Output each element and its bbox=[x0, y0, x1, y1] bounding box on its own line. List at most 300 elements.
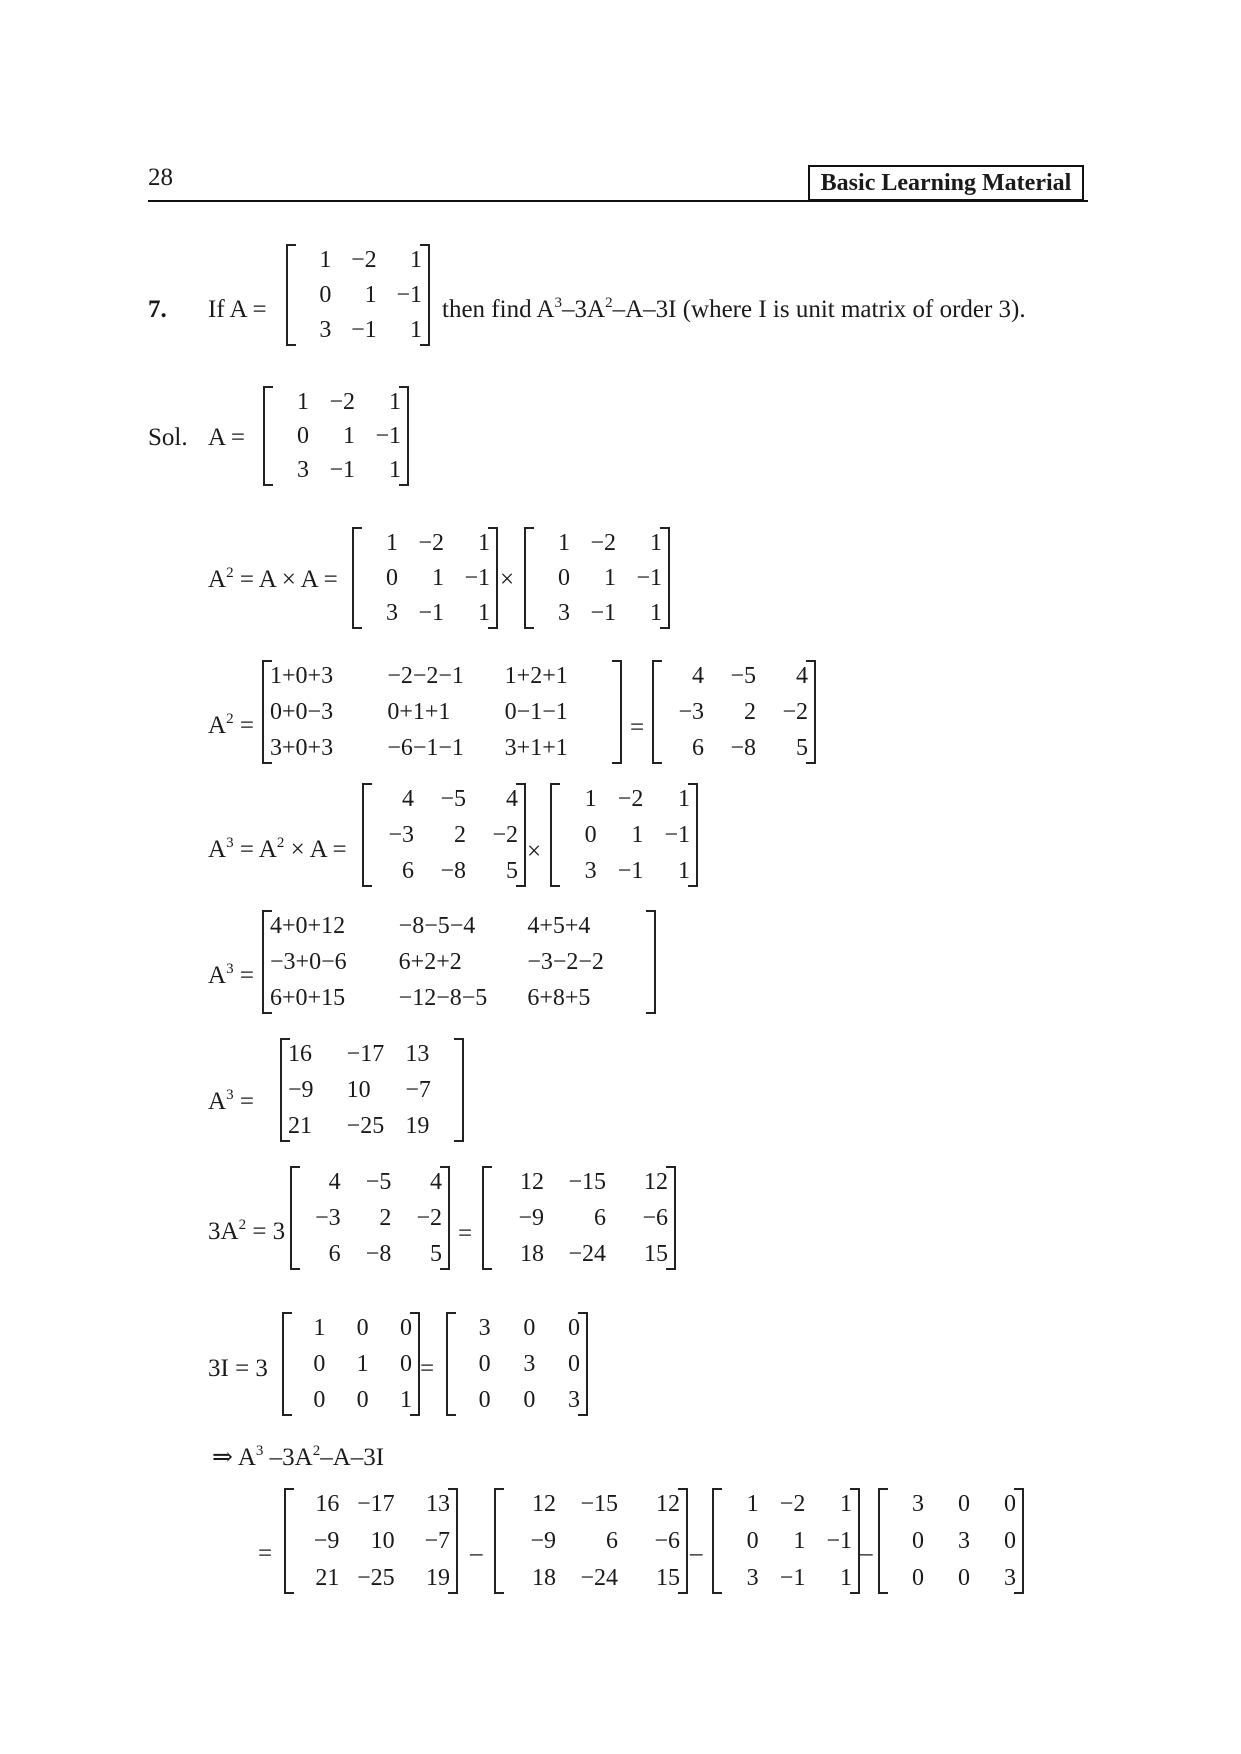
a3-result-eq: = bbox=[239, 1088, 254, 1115]
matrix-cell: 16 bbox=[315, 1491, 340, 1517]
bracket-serif bbox=[288, 244, 296, 246]
matrix-cell: 0 bbox=[478, 1387, 491, 1413]
matrix-cell: 1 bbox=[386, 530, 398, 556]
matrix-cell: 0 bbox=[356, 1387, 369, 1413]
three-a2-pre: 3A bbox=[208, 1218, 239, 1245]
matrix-cell: 3 bbox=[478, 1315, 491, 1341]
matrix-cell: −5 bbox=[730, 663, 756, 689]
bracket-serif bbox=[678, 1592, 686, 1594]
bracket-serif bbox=[440, 1166, 448, 1168]
question-matrix-a bbox=[286, 244, 430, 346]
bracket-serif bbox=[552, 783, 560, 785]
bracket-serif bbox=[399, 484, 407, 486]
matrix-cell: 0 bbox=[1004, 1491, 1016, 1517]
matrix-cell: 6 bbox=[594, 1205, 606, 1231]
a3-def-a: A bbox=[208, 836, 227, 863]
matrix-cell: 1 bbox=[364, 282, 377, 308]
a2-def-sup: 2 bbox=[226, 565, 234, 581]
bracket-serif bbox=[488, 527, 496, 529]
matrix-cell: 1 bbox=[432, 565, 444, 591]
bracket-serif bbox=[264, 1012, 272, 1014]
matrix-cell: −24 bbox=[580, 1565, 618, 1591]
matrix-cell: 1 bbox=[558, 530, 570, 556]
a2-def-a: A bbox=[208, 566, 227, 593]
matrix-cell: 0 bbox=[523, 1387, 536, 1413]
bracket-serif bbox=[646, 1012, 654, 1014]
bracket-serif bbox=[880, 1592, 888, 1594]
matrix-cell: −2 bbox=[492, 822, 518, 848]
matrix-cell: −5 bbox=[440, 786, 466, 812]
matrix-cell: −25 bbox=[346, 1113, 385, 1139]
bracket-serif bbox=[688, 783, 696, 785]
matrix-grid bbox=[454, 1316, 580, 1412]
bracket-serif bbox=[678, 1488, 686, 1490]
matrix-cell: 10 bbox=[370, 1528, 395, 1554]
matrix-cell: 1 bbox=[389, 389, 401, 415]
bracket-serif bbox=[282, 1140, 290, 1142]
matrix-grid bbox=[288, 1042, 456, 1138]
matrix-grid bbox=[292, 1492, 450, 1590]
matrix-cell: 18 bbox=[532, 1565, 556, 1591]
matrix-cell: −3−2−2 bbox=[527, 949, 604, 975]
matrix-cell: 1 bbox=[356, 1351, 369, 1377]
matrix-grid bbox=[532, 531, 662, 625]
matrix-cell: −6−1−1 bbox=[387, 735, 464, 761]
matrix-cell: −3 bbox=[315, 1205, 341, 1231]
a3-def-label bbox=[208, 836, 347, 864]
matrix-cell: 0 bbox=[958, 1565, 970, 1591]
bracket-serif bbox=[612, 762, 620, 764]
matrix-grid bbox=[502, 1492, 680, 1590]
matrix-cell: 0 bbox=[568, 1315, 580, 1341]
bracket-serif bbox=[612, 660, 620, 662]
matrix-cell: 0 bbox=[912, 1528, 924, 1554]
a3-expand-matrix bbox=[262, 910, 656, 1014]
matrix-cell: 0 bbox=[584, 822, 597, 848]
bracket-serif bbox=[1014, 1592, 1022, 1594]
matrix-grid bbox=[271, 390, 401, 482]
three-i-eq: = bbox=[420, 1355, 435, 1382]
matrix-cell: 1 bbox=[389, 457, 401, 483]
matrix-cell: 0 bbox=[568, 1351, 580, 1377]
three-i-result-matrix bbox=[446, 1312, 588, 1416]
matrix-cell: 15 bbox=[656, 1565, 680, 1591]
matrix-grid bbox=[270, 664, 614, 760]
bracket-serif bbox=[496, 1488, 504, 1490]
matrix-cell: 3 bbox=[558, 600, 570, 626]
matrix-cell: −6 bbox=[642, 1205, 668, 1231]
bracket-serif bbox=[410, 1312, 418, 1314]
matrix-cell: 21 bbox=[315, 1565, 340, 1591]
matrix-cell: 19 bbox=[405, 1113, 430, 1139]
bracket-serif bbox=[552, 885, 560, 887]
bracket-serif bbox=[448, 1414, 456, 1416]
bracket-serif bbox=[286, 1488, 294, 1490]
matrix-cell: 13 bbox=[405, 1041, 430, 1067]
bracket-serif bbox=[880, 1488, 888, 1490]
bracket-serif bbox=[516, 885, 524, 887]
matrix-cell: −9 bbox=[288, 1077, 314, 1103]
question-text bbox=[442, 296, 1026, 324]
matrix-cell: 0 bbox=[356, 1315, 369, 1341]
matrix-cell: 4 bbox=[506, 786, 518, 812]
a3-def-post: × A = bbox=[290, 836, 347, 863]
matrix-cell: 0 bbox=[297, 423, 309, 449]
a3-expand-eq: = bbox=[239, 962, 254, 989]
matrix-cell: 1 bbox=[678, 786, 690, 812]
a2-rhs-matrix bbox=[524, 527, 670, 629]
matrix-cell: −7 bbox=[405, 1077, 431, 1103]
matrix-cell: 12 bbox=[656, 1491, 680, 1517]
matrix-cell: 1 bbox=[319, 247, 332, 273]
bracket-serif bbox=[666, 1268, 674, 1270]
implies-mid: –3A bbox=[263, 1444, 313, 1471]
bracket-serif bbox=[264, 762, 272, 764]
matrix-cell: 3 bbox=[958, 1528, 970, 1554]
matrix-cell: 3 bbox=[568, 1387, 580, 1413]
bracket-serif bbox=[410, 1414, 418, 1416]
bracket-serif bbox=[666, 1166, 674, 1168]
bracket-serif bbox=[660, 527, 668, 529]
final-3a2-matrix bbox=[494, 1488, 688, 1594]
matrix-cell: 6+8+5 bbox=[527, 985, 591, 1011]
a3-expand-a: A bbox=[208, 962, 227, 989]
matrix-cell: −5 bbox=[365, 1169, 392, 1195]
matrix-cell: 0 bbox=[958, 1491, 970, 1517]
matrix-cell: −2 bbox=[617, 786, 644, 812]
matrix-grid bbox=[294, 248, 422, 342]
matrix-cell: 3 bbox=[584, 858, 597, 884]
a2-result-eq: = bbox=[630, 714, 645, 741]
bracket-serif bbox=[454, 1140, 462, 1142]
question-prefix: If A = bbox=[208, 296, 267, 323]
matrix-cell: 19 bbox=[425, 1565, 450, 1591]
matrix-cell: 3 bbox=[1004, 1565, 1016, 1591]
bracket-serif bbox=[420, 244, 428, 246]
bracket-serif bbox=[284, 1414, 292, 1416]
bracket-serif bbox=[714, 1488, 722, 1490]
final-minus-2: – bbox=[690, 1540, 703, 1567]
matrix-cell: 6+2+2 bbox=[398, 949, 462, 975]
matrix-cell: −8 bbox=[365, 1241, 392, 1267]
matrix-cell: 1 bbox=[409, 317, 422, 343]
implies-sup2: 2 bbox=[312, 1443, 321, 1459]
final-minus-3: – bbox=[860, 1540, 873, 1567]
bracket-serif bbox=[578, 1312, 586, 1314]
bracket-serif bbox=[420, 344, 428, 346]
matrix-cell: 1 bbox=[746, 1491, 759, 1517]
matrix-cell: −8 bbox=[730, 735, 756, 761]
matrix-cell: 0 bbox=[1004, 1528, 1016, 1554]
matrix-cell: 0+1+1 bbox=[387, 699, 451, 725]
matrix-cell: 10 bbox=[346, 1077, 371, 1103]
bracket-serif bbox=[654, 762, 662, 764]
matrix-cell: 3 bbox=[319, 317, 332, 343]
three-i-label: 3I = 3 bbox=[208, 1355, 268, 1382]
matrix-cell: −8−5−4 bbox=[398, 913, 476, 939]
a2-def-rest: = A × A = bbox=[239, 566, 338, 593]
matrix-cell: 21 bbox=[288, 1113, 312, 1139]
a2-expand-eq: = bbox=[239, 712, 254, 739]
final-3i-matrix bbox=[878, 1488, 1024, 1594]
matrix-grid bbox=[290, 1316, 412, 1412]
matrix-grid bbox=[490, 1170, 668, 1266]
bracket-serif bbox=[806, 762, 814, 764]
matrix-cell: −2 bbox=[782, 699, 808, 725]
solution-label: Sol. bbox=[148, 424, 188, 451]
matrix-cell: 4 bbox=[430, 1169, 442, 1195]
matrix-cell: 3 bbox=[523, 1351, 536, 1377]
matrix-cell: 1 bbox=[313, 1315, 326, 1341]
three-a2-eq: = bbox=[458, 1220, 473, 1247]
matrix-cell: 0 bbox=[523, 1315, 536, 1341]
matrix-cell: 2 bbox=[454, 822, 466, 848]
implies-pre: ⇒ A bbox=[212, 1444, 256, 1471]
matrix-cell: −9 bbox=[518, 1205, 544, 1231]
matrix-cell: −1 bbox=[418, 600, 444, 626]
bracket-serif bbox=[448, 1312, 456, 1314]
matrix-cell: −7 bbox=[424, 1528, 450, 1554]
matrix-cell: 6 bbox=[402, 858, 414, 884]
matrix-cell: 3 bbox=[746, 1565, 759, 1591]
header-title: Basic Learning Material bbox=[808, 165, 1084, 201]
a3-result-label bbox=[208, 1088, 254, 1116]
matrix-cell: −3+0−6 bbox=[270, 949, 347, 975]
matrix-cell: 6 bbox=[606, 1528, 618, 1554]
question-text-3a: –3A bbox=[562, 296, 606, 323]
matrix-cell: −2 bbox=[779, 1491, 806, 1517]
matrix-cell: 0 bbox=[386, 565, 398, 591]
matrix-cell: 6 bbox=[692, 735, 704, 761]
three-a2-post: = 3 bbox=[252, 1218, 286, 1245]
a-matrix bbox=[263, 386, 409, 486]
matrix-cell: −15 bbox=[568, 1169, 606, 1195]
matrix-cell: 3 bbox=[912, 1491, 924, 1517]
bracket-serif bbox=[354, 627, 362, 629]
a2-result-matrix bbox=[652, 660, 816, 764]
a3-result-matrix bbox=[280, 1038, 464, 1142]
bracket-serif bbox=[364, 783, 372, 785]
bracket-serif bbox=[484, 1166, 492, 1168]
bracket-serif bbox=[284, 1312, 292, 1314]
bracket-serif bbox=[288, 344, 296, 346]
matrix-cell: 1 bbox=[604, 565, 616, 591]
matrix-cell: 0 bbox=[399, 1315, 412, 1341]
bracket-serif bbox=[448, 1592, 456, 1594]
matrix-cell: 18 bbox=[520, 1241, 544, 1267]
bracket-serif bbox=[806, 660, 814, 662]
matrix-cell: 5 bbox=[506, 858, 518, 884]
question-text-a: then find A bbox=[442, 296, 555, 323]
matrix-cell: 1 bbox=[650, 600, 662, 626]
matrix-cell: 1 bbox=[297, 389, 309, 415]
matrix-cell: 12 bbox=[644, 1169, 668, 1195]
bracket-serif bbox=[454, 1038, 462, 1040]
bracket-serif bbox=[1014, 1488, 1022, 1490]
matrix-cell: −2 bbox=[329, 389, 355, 415]
matrix-cell: −9 bbox=[530, 1528, 556, 1554]
matrix-cell: 0 bbox=[478, 1351, 491, 1377]
matrix-cell: −1 bbox=[826, 1528, 852, 1554]
matrix-grid bbox=[886, 1492, 1016, 1590]
a3-def-sup3: 3 bbox=[226, 835, 234, 851]
matrix-cell: −25 bbox=[357, 1565, 395, 1591]
matrix-cell: 4 bbox=[328, 1169, 341, 1195]
matrix-cell: −17 bbox=[357, 1491, 395, 1517]
bracket-serif bbox=[516, 783, 524, 785]
header-rule bbox=[148, 200, 1088, 202]
question-sup-3: 3 bbox=[554, 295, 562, 311]
matrix-cell: −1 bbox=[590, 600, 616, 626]
matrix-cell: 1 bbox=[343, 423, 355, 449]
a2-expand-matrix bbox=[262, 660, 622, 764]
bracket-serif bbox=[399, 386, 407, 388]
matrix-cell: −2 bbox=[351, 247, 377, 273]
matrix-cell: −24 bbox=[568, 1241, 606, 1267]
a2-times: × bbox=[500, 566, 515, 593]
bracket-serif bbox=[654, 660, 662, 662]
matrix-cell: 1 bbox=[584, 786, 597, 812]
matrix-cell: −6 bbox=[654, 1528, 680, 1554]
implies-sup3: 3 bbox=[255, 1443, 264, 1459]
matrix-grid bbox=[298, 1170, 442, 1266]
matrix-cell: −3 bbox=[678, 699, 704, 725]
three-a2-label bbox=[208, 1218, 285, 1246]
matrix-cell: −8 bbox=[440, 858, 466, 884]
matrix-cell: 4+5+4 bbox=[527, 913, 591, 939]
matrix-cell: 1 bbox=[793, 1528, 806, 1554]
a2-def-label bbox=[208, 566, 338, 594]
three-a2-inner-matrix bbox=[290, 1166, 450, 1270]
matrix-cell: 1 bbox=[478, 530, 490, 556]
matrix-grid bbox=[720, 1492, 852, 1590]
matrix-cell: 4 bbox=[692, 663, 704, 689]
bracket-serif bbox=[850, 1592, 858, 1594]
bracket-serif bbox=[850, 1488, 858, 1490]
matrix-cell: −15 bbox=[580, 1491, 618, 1517]
matrix-cell: 0+0−3 bbox=[270, 699, 334, 725]
question-text-rest: –A–3I (where I is unit matrix of order 3). bbox=[612, 296, 1026, 323]
matrix-cell: −1 bbox=[779, 1565, 806, 1591]
matrix-cell: 0 bbox=[319, 282, 332, 308]
matrix-cell: 1+2+1 bbox=[504, 663, 568, 689]
matrix-grid bbox=[558, 787, 690, 883]
matrix-cell: 0 bbox=[313, 1351, 326, 1377]
bracket-serif bbox=[292, 1268, 300, 1270]
question-number: 7. bbox=[148, 296, 167, 323]
final-minus-1: – bbox=[470, 1540, 483, 1567]
final-a-matrix bbox=[712, 1488, 860, 1594]
bracket-serif bbox=[448, 1488, 456, 1490]
a3-times: × bbox=[527, 838, 542, 865]
matrix-cell: 3+1+1 bbox=[504, 735, 568, 761]
matrix-grid bbox=[270, 914, 648, 1010]
a2-expand-sup: 2 bbox=[226, 711, 234, 727]
bracket-serif bbox=[282, 1038, 290, 1040]
implies-post: –A–3I bbox=[320, 1444, 385, 1471]
final-eq: = bbox=[258, 1540, 273, 1567]
matrix-grid bbox=[660, 664, 808, 760]
matrix-cell: 1 bbox=[478, 600, 490, 626]
a3-expand-label bbox=[208, 962, 254, 990]
bracket-serif bbox=[440, 1268, 448, 1270]
matrix-cell: −12−8−5 bbox=[398, 985, 488, 1011]
bracket-serif bbox=[526, 527, 534, 529]
matrix-cell: 3 bbox=[386, 600, 398, 626]
matrix-cell: −1 bbox=[617, 858, 644, 884]
page-number: 28 bbox=[148, 164, 173, 191]
matrix-cell: 1 bbox=[840, 1565, 852, 1591]
matrix-cell: 3+0+3 bbox=[270, 735, 334, 761]
bracket-serif bbox=[646, 910, 654, 912]
bracket-serif bbox=[264, 660, 272, 662]
implies-line bbox=[212, 1442, 384, 1472]
identity-matrix bbox=[282, 1312, 420, 1416]
matrix-cell: 1 bbox=[399, 1387, 412, 1413]
bracket-serif bbox=[484, 1268, 492, 1270]
matrix-cell: 1 bbox=[631, 822, 644, 848]
matrix-cell: 0−1−1 bbox=[504, 699, 568, 725]
matrix-cell: −2 bbox=[590, 530, 616, 556]
matrix-cell: −1 bbox=[396, 282, 422, 308]
matrix-cell: 4 bbox=[796, 663, 808, 689]
bracket-serif bbox=[526, 627, 534, 629]
bracket-serif bbox=[264, 910, 272, 912]
a3-rhs-matrix bbox=[550, 783, 698, 887]
matrix-grid bbox=[370, 787, 518, 883]
a3-result-sup: 3 bbox=[226, 1087, 234, 1103]
a3-expand-sup: 3 bbox=[226, 961, 234, 977]
a3-lhs-matrix bbox=[362, 783, 526, 887]
matrix-cell: 1+0+3 bbox=[270, 663, 334, 689]
question-sup-2: 2 bbox=[605, 295, 613, 311]
matrix-cell: −2−2−1 bbox=[387, 663, 464, 689]
matrix-cell: 16 bbox=[288, 1041, 312, 1067]
matrix-cell: 0 bbox=[912, 1565, 924, 1591]
matrix-cell: 1 bbox=[409, 247, 422, 273]
matrix-cell: 2 bbox=[379, 1205, 392, 1231]
matrix-grid bbox=[360, 531, 490, 625]
matrix-cell: 5 bbox=[796, 735, 808, 761]
matrix-cell: −1 bbox=[351, 317, 377, 343]
matrix-cell: 1 bbox=[840, 1491, 852, 1517]
bracket-serif bbox=[265, 386, 273, 388]
matrix-cell: −1 bbox=[464, 565, 490, 591]
bracket-serif bbox=[688, 885, 696, 887]
matrix-cell: −1 bbox=[375, 423, 401, 449]
a3-result-a: A bbox=[208, 1088, 227, 1115]
matrix-cell: 5 bbox=[430, 1241, 442, 1267]
bracket-serif bbox=[496, 1592, 504, 1594]
a-label: A = bbox=[208, 424, 246, 451]
bracket-serif bbox=[578, 1414, 586, 1416]
matrix-cell: 6+0+15 bbox=[270, 985, 346, 1011]
matrix-cell: 0 bbox=[313, 1387, 326, 1413]
bracket-serif bbox=[354, 527, 362, 529]
matrix-cell: 0 bbox=[746, 1528, 759, 1554]
matrix-cell: 12 bbox=[520, 1169, 544, 1195]
matrix-cell: 1 bbox=[650, 530, 662, 556]
a2-expand-label bbox=[208, 712, 254, 740]
bracket-serif bbox=[660, 627, 668, 629]
three-a2-sup: 2 bbox=[238, 1217, 247, 1233]
matrix-cell: 1 bbox=[678, 858, 690, 884]
matrix-cell: −1 bbox=[636, 565, 662, 591]
bracket-serif bbox=[286, 1592, 294, 1594]
matrix-cell: −17 bbox=[346, 1041, 385, 1067]
bracket-serif bbox=[488, 627, 496, 629]
a3-def-sup2: 2 bbox=[276, 835, 285, 851]
